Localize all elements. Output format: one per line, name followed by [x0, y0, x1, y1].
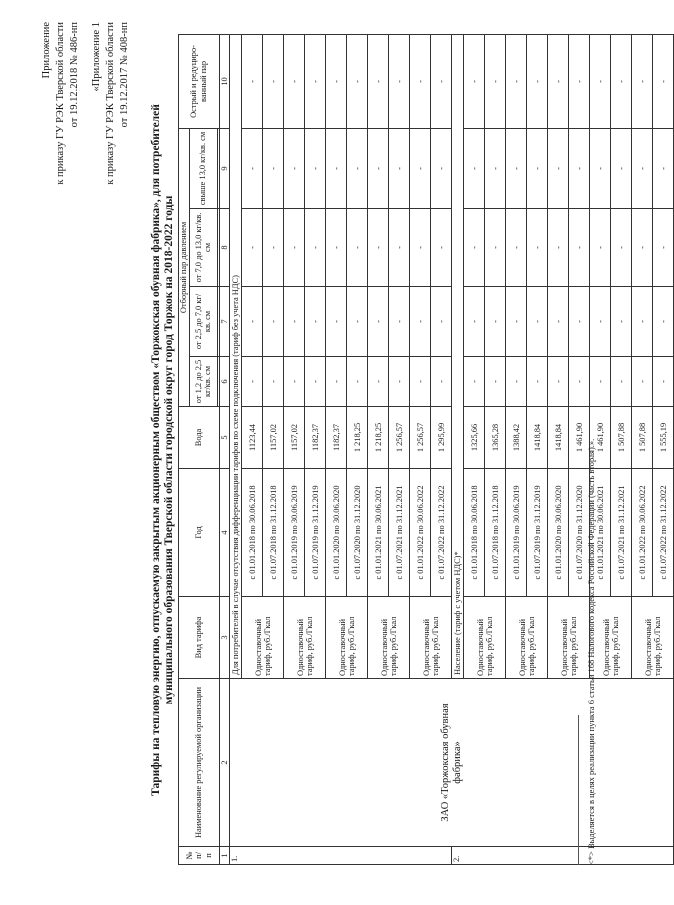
water-tariff-cell: 1365,28 — [485, 407, 506, 469]
column-numbers-row — [219, 34, 230, 864]
header-pressure-1: от 1,2 до 2,5 кг/кв. см — [189, 357, 217, 407]
water-tariff-cell: 1182,37 — [305, 407, 326, 469]
tariff-type-cell: Одноставочный тариф, руб./Гкал — [326, 597, 368, 679]
steam-tariff-cell: - — [590, 209, 611, 287]
period-cell: с 01.01.2020 по 30.06.2020 — [548, 469, 569, 597]
steam-tariff-cell: - — [284, 357, 305, 407]
steam-tariff-cell: - — [653, 128, 674, 208]
steam-tariff-cell: - — [242, 287, 263, 357]
water-tariff-cell: 1157,02 — [263, 407, 284, 469]
tariff-type-cell: Одноставочный тариф, руб./Гкал — [368, 597, 410, 679]
column-number: 10 — [219, 34, 230, 128]
header-line: «Приложение 1 — [91, 22, 102, 92]
steam-tariff-cell: - — [389, 34, 410, 128]
footnote-divider — [578, 715, 579, 865]
column-number: 5 — [219, 407, 230, 469]
steam-tariff-cell: - — [527, 287, 548, 357]
steam-tariff-cell: - — [653, 209, 674, 287]
steam-tariff-cell: - — [347, 209, 368, 287]
steam-tariff-cell: - — [410, 287, 431, 357]
steam-tariff-cell: - — [389, 287, 410, 357]
section-title: Население (тариф с учетом НДС)* — [452, 34, 464, 678]
steam-tariff-cell: - — [347, 287, 368, 357]
steam-tariff-cell: - — [506, 128, 527, 208]
water-tariff-cell: 1 555,19 — [653, 407, 674, 469]
header-sharp-steam: Острый и редуциро-ванный пар — [179, 34, 220, 128]
steam-tariff-cell: - — [305, 128, 326, 208]
steam-tariff-cell: - — [464, 209, 485, 287]
steam-tariff-cell: - — [431, 357, 452, 407]
steam-tariff-cell: - — [527, 128, 548, 208]
header-line: Приложение — [41, 22, 52, 79]
steam-tariff-cell: - — [611, 128, 632, 208]
header-line: от 19.12.2018 № 486-нп — [69, 22, 80, 128]
period-cell: с 01.07.2019 по 31.12.2019 — [305, 469, 326, 597]
steam-tariff-cell: - — [305, 357, 326, 407]
steam-tariff-cell: - — [284, 209, 305, 287]
steam-tariff-cell: - — [368, 209, 389, 287]
steam-tariff-cell: - — [611, 209, 632, 287]
steam-tariff-cell: - — [410, 209, 431, 287]
header-pressure-4: свыше 13,0 кг/кв. см — [189, 128, 217, 208]
steam-tariff-cell: - — [368, 34, 389, 128]
column-number: 2 — [219, 679, 230, 847]
tariff-type-cell: Одноставочный тариф, руб./Гкал — [284, 597, 326, 679]
steam-tariff-cell: - — [368, 287, 389, 357]
steam-tariff-cell: - — [410, 357, 431, 407]
period-cell: с 01.07.2019 по 31.12.2019 — [527, 469, 548, 597]
period-cell: с 01.01.2022 по 30.06.2022 — [632, 469, 653, 597]
water-tariff-cell: 1 295,99 — [431, 407, 452, 469]
steam-tariff-cell: - — [263, 287, 284, 357]
steam-tariff-cell: - — [590, 287, 611, 357]
steam-tariff-cell: - — [305, 34, 326, 128]
order-header — [40, 22, 82, 185]
period-cell: с 01.07.2022 по 31.12.2022 — [653, 469, 674, 597]
water-tariff-cell: 1182,37 — [326, 407, 347, 469]
steam-tariff-cell: - — [548, 287, 569, 357]
steam-tariff-cell: - — [632, 209, 653, 287]
water-tariff-cell: 1 218,25 — [347, 407, 368, 469]
period-cell: с 01.07.2020 по 31.12.2020 — [347, 469, 368, 597]
steam-tariff-cell: - — [569, 357, 590, 407]
steam-tariff-cell: - — [506, 357, 527, 407]
steam-tariff-cell: - — [569, 128, 590, 208]
period-cell: с 01.01.2019 по 30.06.2019 — [284, 469, 305, 597]
tariff-table — [178, 34, 674, 865]
period-cell: с 01.01.2018 по 30.06.2018 — [242, 469, 263, 597]
period-cell: с 01.01.2019 по 30.06.2019 — [506, 469, 527, 597]
header-steam: Отборный пар давлением — [179, 128, 190, 406]
section-number: 2. — [452, 847, 674, 865]
steam-tariff-cell: - — [464, 128, 485, 208]
previous-order-header — [90, 22, 132, 185]
steam-tariff-cell: - — [590, 128, 611, 208]
steam-tariff-cell: - — [242, 357, 263, 407]
water-tariff-cell: 1325,66 — [464, 407, 485, 469]
period-cell: с 01.01.2020 по 30.06.2020 — [326, 469, 347, 597]
steam-tariff-cell: - — [569, 209, 590, 287]
tariff-type-cell: Одноставочный тариф, руб./Гкал — [632, 597, 674, 679]
section-number: 1. — [230, 847, 452, 865]
header-tariff-type: Вид тарифа — [179, 597, 220, 679]
steam-tariff-cell: - — [326, 287, 347, 357]
steam-tariff-cell: - — [653, 357, 674, 407]
steam-tariff-cell: - — [431, 287, 452, 357]
steam-tariff-cell: - — [464, 357, 485, 407]
tariff-type-cell: Одноставочный тариф, руб./Гкал — [242, 597, 284, 679]
header-num: № п/ п — [179, 847, 220, 865]
steam-tariff-cell: - — [548, 34, 569, 128]
organization-name: ЗАО «Торжокская обувная фабрика» — [230, 679, 674, 847]
steam-tariff-cell: - — [368, 128, 389, 208]
water-tariff-cell: 1 256,57 — [410, 407, 431, 469]
column-number: 6 — [219, 357, 230, 407]
steam-tariff-cell: - — [569, 287, 590, 357]
steam-tariff-cell: - — [305, 209, 326, 287]
water-tariff-cell: 1388,42 — [506, 407, 527, 469]
period-cell: с 01.07.2018 по 31.12.2018 — [485, 469, 506, 597]
period-cell: с 01.01.2021 по 30.06.2021 — [368, 469, 389, 597]
steam-tariff-cell: - — [410, 128, 431, 208]
tariff-type-cell: Одноставочный тариф, руб./Гкал — [548, 597, 590, 679]
steam-tariff-cell: - — [611, 34, 632, 128]
water-tariff-cell: 1 461,90 — [590, 407, 611, 469]
steam-tariff-cell: - — [590, 357, 611, 407]
water-tariff-cell: 1418,84 — [548, 407, 569, 469]
document-title: Тарифы на тепловую энергию, отпускаемую закрытым акционерным обществом «Торжокская обувная фабрика», для потребителей — [150, 104, 162, 796]
steam-tariff-cell: - — [326, 128, 347, 208]
steam-tariff-cell: - — [653, 287, 674, 357]
column-number: 4 — [219, 469, 230, 597]
tariff-type-cell: Одноставочный тариф, руб./Гкал — [464, 597, 506, 679]
steam-tariff-cell: - — [284, 287, 305, 357]
steam-tariff-cell: - — [653, 34, 674, 128]
header-pressure-2: от 2,5 до 7,0 кг/кв. см — [189, 287, 217, 357]
steam-tariff-cell: - — [632, 357, 653, 407]
steam-tariff-cell: - — [527, 34, 548, 128]
steam-tariff-cell: - — [527, 209, 548, 287]
period-cell: с 01.01.2022 по 30.06.2022 — [410, 469, 431, 597]
steam-tariff-cell: - — [431, 209, 452, 287]
tariff-type-cell: Одноставочный тариф, руб./Гкал — [590, 597, 632, 679]
steam-tariff-cell: - — [548, 209, 569, 287]
header-line: от 19.12.2017 № 408-нп — [119, 22, 130, 128]
steam-tariff-cell: - — [368, 357, 389, 407]
steam-tariff-cell: - — [389, 357, 410, 407]
steam-tariff-cell: - — [632, 287, 653, 357]
column-number: 7 — [219, 287, 230, 357]
steam-tariff-cell: - — [263, 34, 284, 128]
header-line: к приказу ГУ РЭК Тверской области — [105, 22, 116, 185]
water-tariff-cell: 1 507,88 — [632, 407, 653, 469]
section-row — [230, 34, 242, 864]
section-title: Для потребителей в случае отсутствия дифференциации тарифов по схеме подключения (тариф без учета НДС) — [230, 34, 242, 678]
water-tariff-cell: 1418,84 — [527, 407, 548, 469]
steam-tariff-cell: - — [485, 209, 506, 287]
steam-tariff-cell: - — [590, 34, 611, 128]
steam-tariff-cell: - — [485, 287, 506, 357]
steam-tariff-cell: - — [263, 357, 284, 407]
period-cell: с 01.07.2021 по 31.12.2021 — [389, 469, 410, 597]
water-tariff-cell: 1 256,57 — [389, 407, 410, 469]
steam-tariff-cell: - — [347, 34, 368, 128]
steam-tariff-cell: - — [410, 34, 431, 128]
steam-tariff-cell: - — [389, 209, 410, 287]
footnote: <*> Выделяется в целях реализации пункта 6 статьи 168 Налогового кодекса Российской Федерации (часть вторая).». — [586, 438, 596, 865]
steam-tariff-cell: - — [611, 287, 632, 357]
period-cell: с 01.01.2018 по 30.06.2018 — [464, 469, 485, 597]
document-subtitle: муниципального образования Тверской области городской округ город Торжок на 2018-2022 годы — [163, 195, 175, 705]
steam-tariff-cell: - — [326, 34, 347, 128]
column-number: 3 — [219, 597, 230, 679]
header-org: Наименование регулируемой организации — [179, 679, 220, 847]
period-cell: с 01.07.2020 по 31.12.2020 — [569, 469, 590, 597]
steam-tariff-cell: - — [569, 34, 590, 128]
header-pressure-3: от 7,0 до 13,0 кг/кв. см — [189, 209, 217, 287]
water-tariff-cell: 1123,44 — [242, 407, 263, 469]
steam-tariff-cell: - — [485, 357, 506, 407]
steam-tariff-cell: - — [242, 34, 263, 128]
steam-tariff-cell: - — [326, 209, 347, 287]
steam-tariff-cell: - — [611, 357, 632, 407]
steam-tariff-cell: - — [242, 128, 263, 208]
header-water: Вода — [179, 407, 220, 469]
header-year: Год — [179, 469, 220, 597]
steam-tariff-cell: - — [263, 209, 284, 287]
steam-tariff-cell: - — [284, 128, 305, 208]
period-cell: с 01.01.2021 по 30.06.2021 — [590, 469, 611, 597]
steam-tariff-cell: - — [548, 128, 569, 208]
steam-tariff-cell: - — [431, 34, 452, 128]
steam-tariff-cell: - — [347, 357, 368, 407]
water-tariff-cell: 1157,02 — [284, 407, 305, 469]
water-tariff-cell: 1 507,88 — [611, 407, 632, 469]
steam-tariff-cell: - — [632, 34, 653, 128]
steam-tariff-cell: - — [284, 34, 305, 128]
period-cell: с 01.07.2021 по 31.12.2021 — [611, 469, 632, 597]
steam-tariff-cell: - — [485, 34, 506, 128]
steam-tariff-cell: - — [389, 128, 410, 208]
steam-tariff-cell: - — [464, 34, 485, 128]
column-number: 8 — [219, 209, 230, 287]
steam-tariff-cell: - — [464, 287, 485, 357]
column-number: 1 — [219, 847, 230, 865]
tariff-type-cell: Одноставочный тариф, руб./Гкал — [506, 597, 548, 679]
steam-tariff-cell: - — [347, 128, 368, 208]
water-tariff-cell: 1 218,25 — [368, 407, 389, 469]
steam-tariff-cell: - — [506, 287, 527, 357]
water-tariff-cell: 1 461,90 — [569, 407, 590, 469]
steam-tariff-cell: - — [506, 209, 527, 287]
tariff-type-cell: Одноставочный тариф, руб./Гкал — [410, 597, 452, 679]
steam-tariff-cell: - — [506, 34, 527, 128]
steam-tariff-cell: - — [305, 287, 326, 357]
steam-tariff-cell: - — [431, 128, 452, 208]
steam-tariff-cell: - — [242, 209, 263, 287]
steam-tariff-cell: - — [527, 357, 548, 407]
steam-tariff-cell: - — [632, 128, 653, 208]
period-cell: с 01.07.2018 по 31.12.2018 — [263, 469, 284, 597]
steam-tariff-cell: - — [326, 357, 347, 407]
header-line: к приказу ГУ РЭК Тверской области — [55, 22, 66, 185]
steam-tariff-cell: - — [548, 357, 569, 407]
steam-tariff-cell: - — [263, 128, 284, 208]
period-cell: с 01.07.2022 по 31.12.2022 — [431, 469, 452, 597]
column-number: 9 — [219, 128, 230, 208]
steam-tariff-cell: - — [485, 128, 506, 208]
